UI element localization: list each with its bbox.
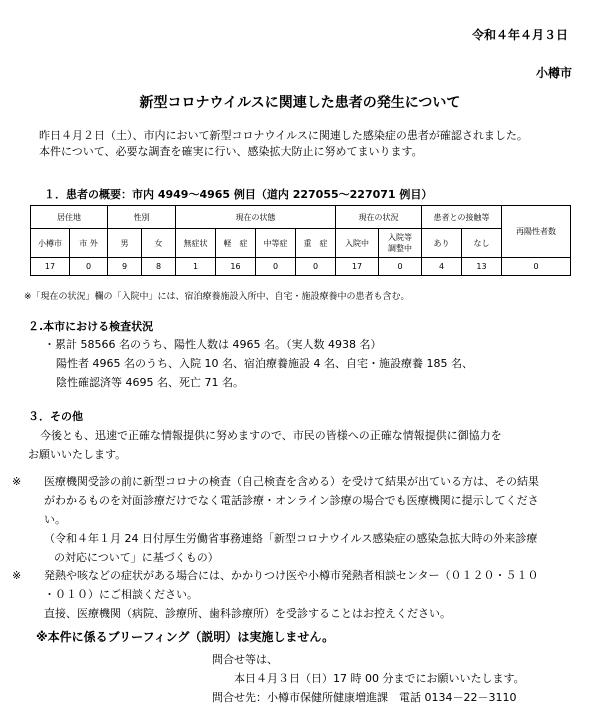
notice-2-line-3: 直接、医療機関（病院、診療所、歯科診療所）を受診することはお控えください。 — [44, 607, 451, 620]
notice-1-line-2: がわかるものを対面診療だけでなく電話診療・オンライン診療の場合でも医療機関に提示してくださ — [44, 494, 539, 507]
intro-line-1: 昨日４月２日（土）、市内において新型コロナウイルスに関連した感染症の患者が確認されました。 — [39, 129, 528, 142]
section-1-heading: １．患者の概要：市内 4949～4965 例目（道内 227055～227071 例目） — [44, 188, 433, 201]
contact-line-3: 問合せ先：小樽市保健所健康増進課 電話 0134－22－3110 — [212, 691, 517, 704]
contact-line-2: 本日４月３日（日）17 時 00 分までにお願いいたします。 — [234, 672, 525, 685]
header-residence: 居住地 — [31, 206, 108, 229]
intro-paragraph — [28, 128, 528, 160]
issuer-city: 小樽市 — [535, 66, 572, 80]
subheader-adjusting-line-1: 入院等 — [388, 233, 412, 242]
section-2-line-1: ・累計 58566 名のうち、陽性人数は 4965 名。（実人数 4938 名） — [44, 338, 382, 351]
value-severe: 0 — [296, 258, 336, 276]
header-gender: 性別 — [108, 206, 176, 229]
notice-1-line-5: の対応について」に基づくもの） — [54, 551, 219, 564]
subheader-hospitalized: 入院中 — [336, 229, 379, 258]
notice-1-line-3: い。 — [44, 513, 66, 526]
value-asymptomatic: 1 — [176, 258, 216, 276]
value-mild: 16 — [216, 258, 256, 276]
subheader-female: 女 — [142, 229, 176, 258]
contact-info — [212, 650, 525, 707]
value-male: 9 — [108, 258, 142, 276]
notice-2-line-2: ・０１０）にご相談ください。 — [44, 588, 198, 601]
value-otaru: 17 — [31, 258, 70, 276]
value-repositive: 0 — [502, 258, 571, 276]
header-status: 現在の状況 — [336, 206, 422, 229]
subheader-mild: 軽 症 — [216, 229, 256, 258]
header-contact: 患者との接触等 — [422, 206, 502, 229]
notice-2-mark: ※ — [12, 569, 22, 582]
notice-1-line-1: 医療機関受診の前に新型コロナの検査（自己検査を含める）を受けて結果が出ている方は、その結果 — [44, 475, 539, 488]
subheader-otaru: 小樽市 — [31, 229, 70, 258]
notice-fever-consultation — [12, 566, 592, 623]
section-2-body — [44, 335, 473, 392]
value-adjusting: 0 — [379, 258, 422, 276]
subheader-adjusting — [379, 229, 422, 258]
subheader-contact-yes: あり — [422, 229, 462, 258]
briefing-notice: ※本件に係るブリーフィング（説明）は実施しません。 — [36, 630, 335, 644]
notice-2-line-1: 発熱や咳などの症状がある場合には、かかりつけ医や小樽市発熱者相談センター（０１２０・５１０ — [44, 569, 539, 582]
case-summary-table — [30, 205, 571, 276]
section-3-line-1: 今後とも、迅速で正確な情報提供に努めますので、市民の皆様への正確な情報提供に御協力を — [40, 429, 502, 442]
notice-1-mark: ※ — [12, 475, 22, 488]
subheader-outside: 市 外 — [70, 229, 108, 258]
document-title: 新型コロナウイルスに関連した患者の発生について — [139, 95, 461, 111]
table-footnote: ※「現在の状況」欄の「入院中」には、宿泊療養施設入所中、自宅・施設療養中の患者も含む。 — [24, 292, 410, 302]
intro-line-2: 本件について、必要な調査を確実に行い、感染拡大防止に努めてまいります。 — [39, 145, 423, 158]
value-female: 8 — [142, 258, 176, 276]
section-3-body — [28, 426, 502, 464]
value-outside: 0 — [70, 258, 108, 276]
subheader-contact-no: なし — [462, 229, 502, 258]
section-3-line-2: お願いいたします。 — [28, 448, 127, 461]
section-2-line-3: 陰性確認済等 4695 名、死亡 71 名。 — [56, 376, 244, 389]
notice-1-line-4: （令和４年１月 24 日付厚生労働省事務連絡「新型コロナウイルス感染症の感染急拡大時の外来診療 — [44, 532, 538, 545]
contact-line-1: 問合せ等は、 — [212, 653, 278, 666]
header-repositive: 再陽性者数 — [502, 206, 571, 258]
subheader-moderate: 中等症 — [256, 229, 296, 258]
subheader-adjusting-line-2: 調整中 — [388, 244, 412, 253]
subheader-asymptomatic: 無症状 — [176, 229, 216, 258]
document-date: 令和４年４月３日 — [471, 28, 568, 42]
header-condition: 現在の状態 — [176, 206, 336, 229]
section-3-heading: ３．その他 — [28, 410, 83, 423]
value-moderate: 0 — [256, 258, 296, 276]
value-contact-no: 13 — [462, 258, 502, 276]
subheader-severe: 重 症 — [296, 229, 336, 258]
section-2-heading: ２.本市における検査状況 — [28, 320, 154, 333]
value-hospitalized: 17 — [336, 258, 379, 276]
subheader-male: 男 — [108, 229, 142, 258]
value-contact-yes: 4 — [422, 258, 462, 276]
section-2-line-2: 陽性者 4965 名のうち、入院 10 名、宿泊療養施設 4 名、自宅・施設療養 185 名、 — [56, 357, 473, 370]
notice-self-test — [12, 472, 592, 567]
